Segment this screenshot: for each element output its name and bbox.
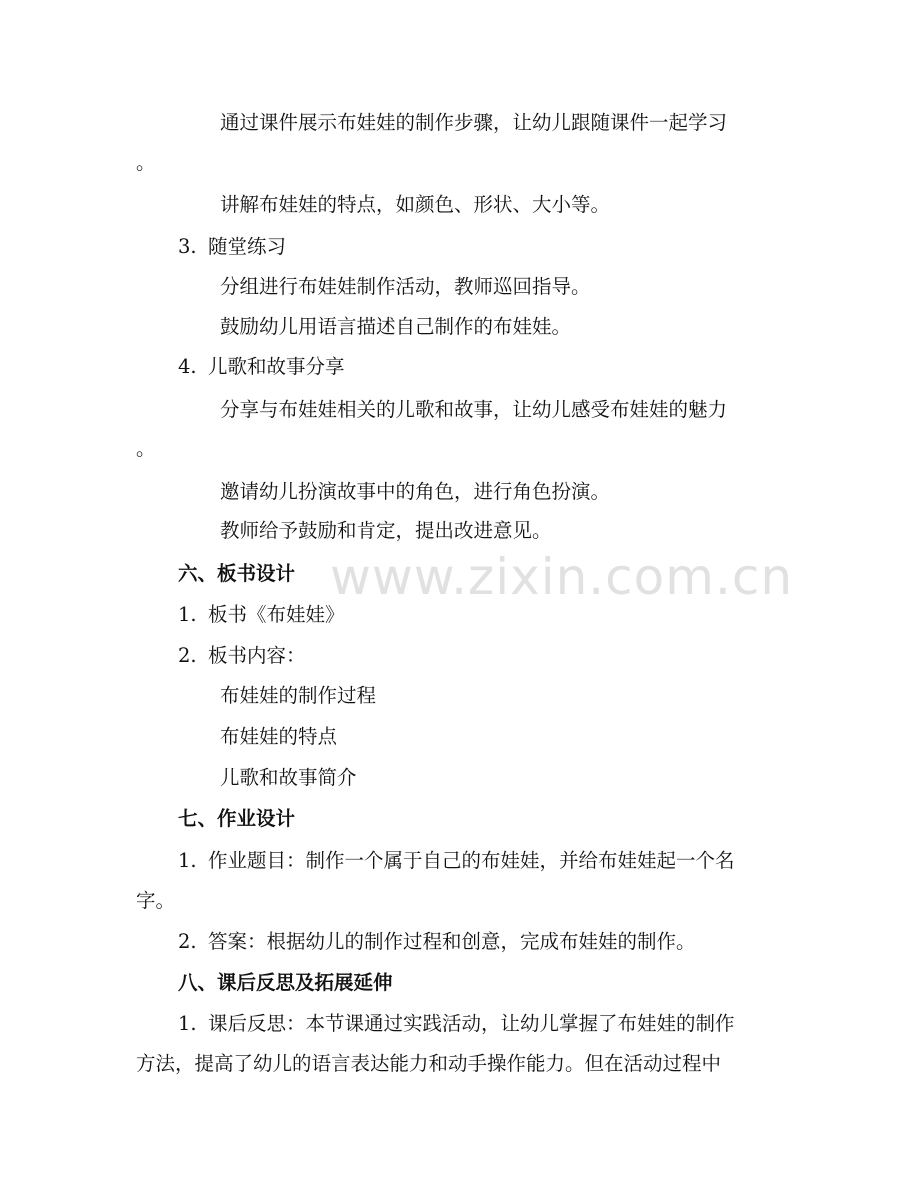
list-item-4 — [178, 354, 345, 380]
list-number: 1. — [178, 849, 197, 872]
paragraph-line: 。 — [136, 151, 156, 174]
list-number: 1. — [178, 603, 197, 626]
list-number: 3. — [178, 235, 197, 258]
paragraph-line: 布娃娃的特点 — [220, 725, 338, 748]
list-item-label: 板书内容： — [208, 644, 306, 667]
list-item-label: 随堂练习 — [208, 235, 287, 258]
list-item-label: 作业题目：制作一个属于自己的布娃娃，并给布娃娃起一个名 — [208, 849, 735, 872]
paragraph-line: 讲解布娃娃的特点，如颜色、形状、大小等。 — [220, 193, 611, 216]
paragraph-line: 。 — [136, 437, 156, 460]
list-item-label: 答案：根据幼儿的制作过程和创意，完成布娃娃的制作。 — [208, 930, 696, 953]
paragraph-line: 通过课件展示布娃娃的制作步骤，让幼儿跟随课件一起学习 — [220, 111, 728, 134]
list-item-1 — [178, 1011, 735, 1037]
list-item-1 — [178, 602, 345, 628]
paragraph-line: 鼓励幼儿用语言描述自己制作的布娃娃。 — [220, 315, 572, 338]
paragraph-line: 布娃娃的制作过程 — [220, 684, 377, 707]
list-number: 4. — [178, 355, 197, 378]
paragraph-line: 分组进行布娃娃制作活动，教师巡回指导。 — [220, 275, 591, 298]
section-heading-6: 六、板书设计 — [178, 562, 296, 585]
list-item-1 — [178, 848, 735, 874]
list-item-3 — [178, 234, 286, 260]
section-heading-7: 七、作业设计 — [178, 807, 296, 830]
list-number: 2. — [178, 930, 197, 953]
list-item-2 — [178, 929, 696, 955]
section-heading-8: 八、课后反思及拓展延伸 — [178, 971, 393, 994]
list-number: 1. — [178, 1012, 197, 1035]
paragraph-line: 方法，提高了幼儿的语言表达能力和动手操作能力。但在活动过程中 — [136, 1052, 722, 1075]
list-item-label: 儿歌和故事分享 — [208, 355, 345, 378]
list-number: 2. — [178, 644, 197, 667]
list-item-label: 课后反思：本节课通过实践活动，让幼儿掌握了布娃娃的制作 — [208, 1012, 735, 1035]
list-item-2 — [178, 643, 306, 669]
paragraph-line: 邀请幼儿扮演故事中的角色，进行角色扮演。 — [220, 480, 611, 503]
list-item-label: 板书《布娃娃》 — [208, 603, 345, 626]
watermark: www.zixin.com.cn — [330, 548, 794, 606]
paragraph-line: 字。 — [136, 889, 176, 912]
paragraph-line: 儿歌和故事简介 — [220, 766, 357, 789]
paragraph-line: 教师给予鼓励和肯定，提出改进意见。 — [220, 519, 552, 542]
paragraph-line: 分享与布娃娃相关的儿歌和故事，让幼儿感受布娃娃的魅力 — [220, 398, 728, 421]
